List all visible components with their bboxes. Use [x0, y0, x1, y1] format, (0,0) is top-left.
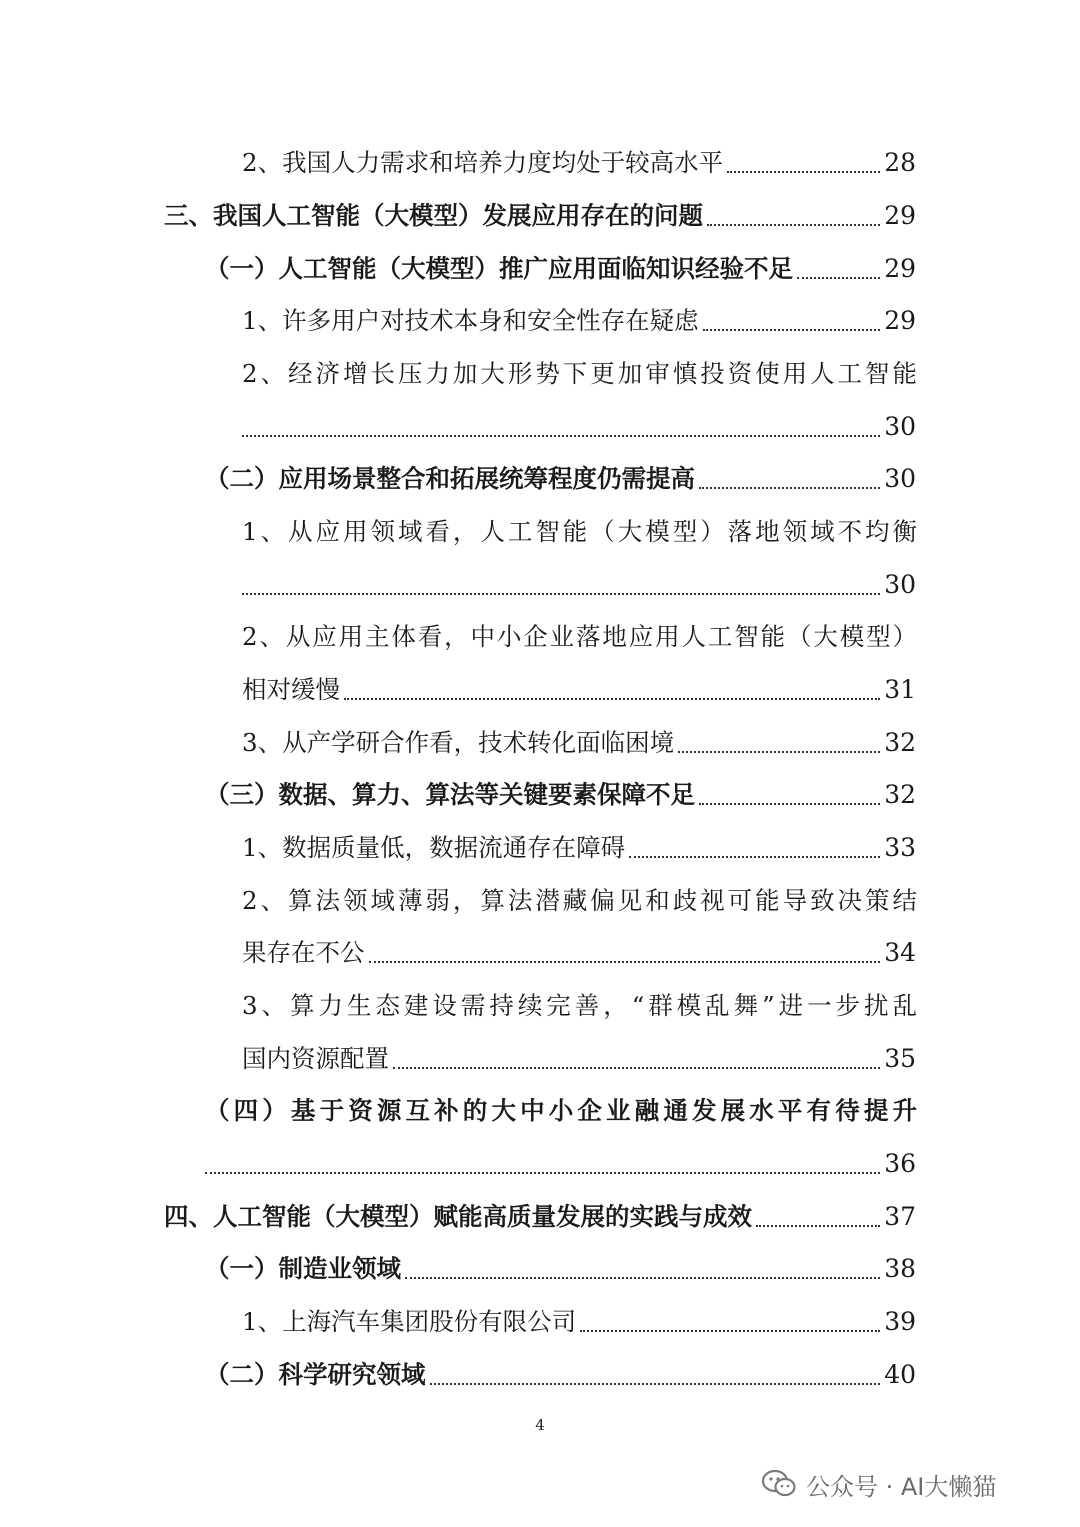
toc-entry-title: 三、我国人工智能（大模型）发展应用存在的问题: [164, 201, 703, 230]
leader-dots: [707, 224, 880, 226]
toc-entry-page: 38: [884, 1254, 916, 1283]
toc-entry-page: 37: [884, 1202, 916, 1231]
toc-entry-title: （二）科学研究领域: [205, 1360, 426, 1389]
toc-entry-page: 29: [884, 254, 916, 283]
toc-entry[interactable]: [242, 831, 916, 865]
toc-entry-continuation[interactable]: [205, 1147, 916, 1181]
toc-entry-page: 33: [884, 833, 916, 862]
leader-dots: [344, 698, 880, 700]
leader-dots: [393, 1067, 880, 1069]
toc-entry[interactable]: [242, 304, 916, 338]
leader-dots: [756, 1225, 880, 1227]
toc-entry-title: （一）制造业领域: [205, 1254, 401, 1283]
leader-dots: [369, 961, 881, 963]
toc-entry-title[interactable]: 2、算法领域薄弱，算法潜藏偏见和歧视可能导致决策结: [242, 886, 917, 915]
toc-entry-title: 2、我国人力需求和培养力度均处于较高水平: [242, 148, 724, 177]
toc-entry-title[interactable]: 2、从应用主体看，中小企业落地应用人工智能（大模型）: [242, 622, 917, 651]
toc-entry-title: 1、上海汽车集团股份有限公司: [242, 1307, 577, 1336]
toc-entry-page: 29: [884, 306, 916, 335]
leader-dots: [727, 171, 880, 173]
toc-entry-page: 30: [884, 412, 916, 441]
toc-entry[interactable]: [242, 726, 916, 760]
toc-entry-page: 39: [884, 1307, 916, 1336]
leader-dots: [678, 751, 880, 753]
toc-entry-page: 32: [884, 728, 916, 757]
page-number: 4: [535, 1416, 545, 1434]
toc-entry-title: （二）应用场景整合和拓展统筹程度仍需提高: [205, 464, 695, 493]
watermark: [762, 1464, 996, 1504]
toc-entry-title[interactable]: 1、从应用领域看，人工智能（大模型）落地领域不均衡: [242, 517, 917, 546]
leader-dots: [405, 1277, 880, 1279]
toc-entry-page: 29: [884, 201, 916, 230]
toc-entry-title: 1、许多用户对技术本身和安全性存在疑虑: [242, 306, 699, 335]
toc-entry[interactable]: [205, 462, 916, 496]
toc-entry-title: （一）人工智能（大模型）推广应用面临知识经验不足: [205, 254, 793, 283]
leader-dots: [797, 277, 880, 279]
toc-entry-page: 35: [884, 1044, 916, 1073]
leader-dots: [242, 435, 880, 437]
toc-entry-continuation[interactable]: [242, 1042, 916, 1076]
leader-dots: [242, 593, 880, 595]
toc-entry[interactable]: [242, 146, 916, 180]
toc-entry-page: 30: [884, 570, 916, 599]
leader-dots: [580, 1330, 880, 1332]
leader-dots: [430, 1383, 881, 1385]
toc-entry-page: 32: [884, 780, 916, 809]
toc-entry-page: 40: [884, 1360, 916, 1389]
toc-entry[interactable]: [164, 1200, 916, 1234]
toc-entry-title: （三）数据、算力、算法等关键要素保障不足: [205, 780, 695, 809]
watermark-text: 公众号 · AI大懒猫: [806, 1472, 997, 1501]
toc-entry[interactable]: [205, 1358, 916, 1392]
toc-entry-page: 34: [884, 938, 916, 967]
toc-entry-continuation[interactable]: [242, 673, 916, 707]
toc-entry-title: 3、从产学研合作看，技术转化面临困境: [242, 728, 675, 757]
toc-entry-title: 1、数据质量低，数据流通存在障碍: [242, 833, 626, 862]
toc-entry[interactable]: [242, 1305, 916, 1339]
toc-entry[interactable]: [205, 252, 916, 286]
leader-dots: [205, 1172, 880, 1174]
toc-entry-continuation[interactable]: [242, 936, 916, 970]
toc-entry-title-cont: 国内资源配置: [242, 1044, 389, 1073]
toc-entry-continuation[interactable]: [242, 410, 916, 444]
toc-entry-title-cont: 果存在不公: [242, 938, 365, 967]
leader-dots: [703, 329, 881, 331]
toc-entry[interactable]: [205, 778, 916, 812]
toc-entry-title[interactable]: 3、算力生态建设需持续完善，“群模乱舞”进一步扰乱: [242, 991, 917, 1020]
leader-dots: [699, 487, 880, 489]
leader-dots: [699, 803, 880, 805]
toc-entry[interactable]: [205, 1252, 916, 1286]
toc-entry[interactable]: [164, 199, 916, 233]
toc-entry-continuation[interactable]: [242, 568, 916, 602]
toc-entry-page: 30: [884, 464, 916, 493]
toc-entry-title-cont: 相对缓慢: [242, 675, 340, 704]
toc-entry-title: 四、人工智能（大模型）赋能高质量发展的实践与成效: [164, 1202, 752, 1231]
toc-entry-page: 36: [884, 1149, 916, 1178]
toc-entry-title[interactable]: （四）基于资源互补的大中小企业融通发展水平有待提升: [205, 1096, 917, 1125]
wechat-icon: [762, 1469, 796, 1499]
toc-entry-title[interactable]: 2、经济增长压力加大形势下更加审慎投资使用人工智能: [242, 359, 917, 388]
toc-entry-page: 31: [884, 675, 916, 704]
leader-dots: [629, 856, 880, 858]
toc-entry-page: 28: [884, 148, 916, 177]
